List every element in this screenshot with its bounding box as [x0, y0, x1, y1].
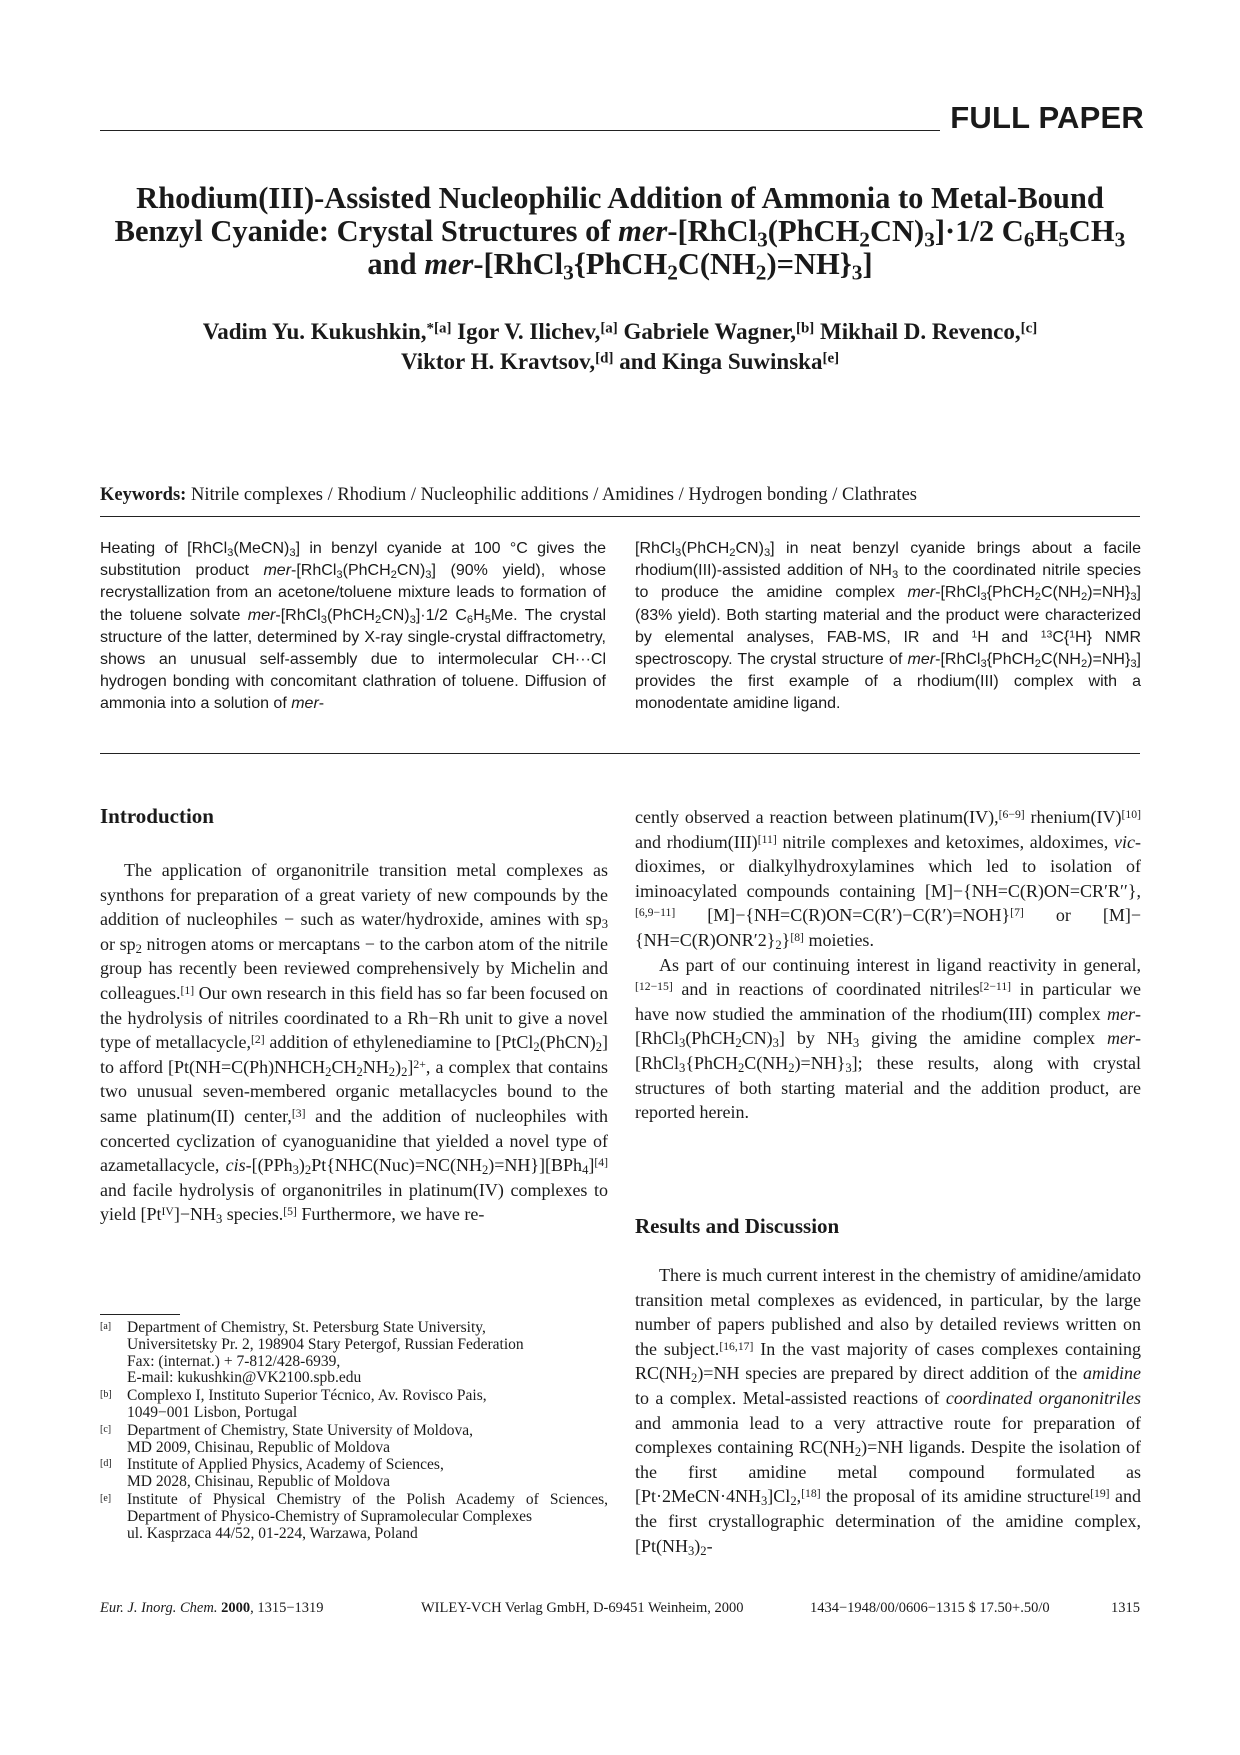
author-name: Mikhail D. Revenco, — [820, 319, 1021, 344]
footnote-mark: [a] — [100, 1321, 112, 1332]
author-affiliation-mark: [d] — [595, 350, 614, 367]
footnote-5 — [100, 1492, 608, 1542]
footnote-line: Department of Chemistry, St. Petersburg State University, — [127, 1319, 486, 1336]
footnote-3 — [100, 1423, 608, 1457]
author-list — [60, 317, 1180, 377]
footnote-rule — [100, 1314, 180, 1315]
introduction-left-column — [100, 858, 608, 1227]
author-name: Viktor H. Kravtsov, — [400, 349, 596, 374]
results-paragraph-1: There is much current interest in the chemistry of amidine/amidato transition metal complexes as evidenced, in particular, by the large number of papers published and also by detailed reviews written on the subject.[16,17] In the vast majority of cases complexes containing $RC(NH_2)=NH$ species are prepared by direct addition of the amidine to a complex. Metal-assisted reactions of coordinated organonitriles and ammonia lead to a very attractive route for preparation of complexes containing $RC(NH_2)=NH$ ligands. Despite the isolation of the first amidine metal compound formulated as $[Pt\cdot 2MeCN\cdot 4NH_3]Cl_2,[18]$ the proposal of its amidine structure[19] and the first crystallographic determination of the amidine complex, [$Pt(NH_3)_2-$ — [635, 1265, 1141, 1558]
author-affiliation-mark: [a] — [600, 320, 618, 337]
footer-code: 1434−1948/00/0606−1315 $ 17.50+.50/0 — [810, 1600, 1050, 1616]
footnote-text — [127, 1320, 608, 1387]
page-footer — [100, 1600, 1140, 1624]
footer-journal-name: Eur. J. Inorg. Chem. — [100, 1600, 218, 1616]
title-line-1: Rhodium(III)-Assisted Nucleophilic Addition of Ammonia to Metal-Bound — [136, 181, 1104, 215]
footnote-line: Complexo I, Instituto Superior Técnico, Av. Rovisco Pais, — [127, 1387, 487, 1405]
abstract-rule — [100, 753, 1140, 754]
title-line-2: Benzyl Cyanide: Crystal Structures of mer-$[RhCl_3(PhCH_2CN)_3]\cdot 1/2$ $C_6H_5CH_3$ — [114, 214, 1126, 252]
section-label: FULL PAPER — [950, 100, 1144, 135]
footnote-line: Fax: (internat.) + 7-812/428-6939, — [127, 1352, 341, 1370]
introduction-heading: Introduction — [100, 804, 214, 828]
abstract-right-column: $[RhCl_3(PhCH_2CN)_3]$ in neat benzyl cyanide brings about a facile rhodium(III)-assisted addition of $NH_3$ to the coordinated nitrile species to produce the amidine complex mer-$[RhCl_3\{PhCH_2C(NH_2)=NH\}_3]$ (83% yield). Both starting material and the product were characterized by elemental analyses, FAB-MS, IR and $^1$H and $^{13}$C{$^1$H} NMR spectroscopy. The crystal structure of mer-$[RhCl_3\{PhCH_2C(NH_2)=NH\}_3]$ provides the first example of a rhodium(III) complex with a monodentate amidine ligand. — [635, 540, 1142, 713]
footnote-text — [127, 1492, 608, 1542]
author-affiliation-mark: [b] — [796, 320, 815, 337]
footnote-line: Institute of Physical Chemistry of the Polish Academy of Sciences, Department of Physico-Chemistry of Supramolecular Complexes — [127, 1490, 608, 1525]
introduction-right-column — [635, 805, 1141, 1125]
results-column — [635, 1263, 1141, 1558]
results-heading: Results and Discussion — [635, 1214, 840, 1238]
footnote-4 — [100, 1457, 608, 1491]
title-line-3: and mer-$[RhCl_3\{PhCH_2C(NH_2)=NH\}_3]$ — [367, 247, 873, 285]
author-name: Igor V. Ilichev, — [457, 319, 601, 344]
footer-citation — [100, 1600, 324, 1617]
footnote-text — [127, 1388, 608, 1422]
author-name: and Kinga Suwinska — [619, 349, 823, 374]
footnote-mark: [b] — [100, 1389, 112, 1401]
footnote-mark: [e] — [100, 1492, 112, 1504]
footnote-line: Institute of Applied Physics, Academy of Sciences, — [127, 1456, 444, 1474]
footnote-1 — [100, 1320, 608, 1387]
footnote-text — [127, 1423, 608, 1457]
footnote-line: MD 2028, Chisinau, Republic of Moldova — [127, 1473, 391, 1491]
introduction-continuation: cently observed a reaction between platinum(IV),[6−9] rhenium(IV)[10] and rhodium(III)[11] nitrile complexes and ketoximes, aldoximes, vic-dioximes, or dialkylhydroxylamines which led to isolation of iminoacylated compounds containing [M]−{NH=C(R)ON=CR′R′′},[6,9−11] [M]−{NH=C(R)ON=C(R′)−C(R′)=NOH}[7] or $[M]-\{NH=C(R)ONR'2\}_2\}[8]$ moieties. — [635, 807, 1142, 953]
footnote-line: 1049−001 Lisbon, Portugal — [127, 1403, 298, 1421]
author-line-1 — [60, 317, 1180, 347]
author-affiliation-mark: [c] — [1020, 320, 1038, 337]
author-affiliation-mark: *[a] — [426, 320, 452, 337]
footnote-line: Department of Chemistry, State University of Moldova, — [127, 1421, 473, 1439]
author-affiliation-mark: [e] — [822, 350, 840, 367]
footnote-line: E-mail: kukushkin@VK2100.spb.edu — [127, 1369, 362, 1387]
footnote-line: MD 2009, Chisinau, Republic of Moldova — [127, 1438, 391, 1456]
footer-year: 2000 — [221, 1600, 251, 1616]
keywords — [100, 485, 1140, 506]
author-line-2 — [60, 347, 1180, 377]
affiliation-footnotes — [100, 1320, 608, 1543]
header-rule — [100, 130, 940, 131]
keywords-label: Keywords: — [100, 485, 187, 505]
author-name: Vadim Yu. Kukushkin, — [202, 319, 427, 344]
footnote-line: ul. Kasprzaca 44/52, 01-224, Warzawa, Poland — [127, 1524, 418, 1542]
introduction-paragraph-1: The application of organonitrile transition metal complexes as synthons for preparation of a great variety of new compounds by the addition of nucleophiles − such as water/hydroxide, amines with $sp_3$ or $sp_2$ nitrogen atoms or mercaptans − to the carbon atom of the nitrile group has recently been reviewed comprehensively by Michelin and colleagues.[1] Our own research in this field has so far been focused on the hydrolysis of nitriles coordinated to a Rh−Rh unit to give a novel type of metallacycle,[2] addition of ethylenediamine to $[PtCl_2(PhCN)_2]$ to afford $[Pt(NH=C(Ph)NHCH_2CH_2NH_2)_2]^{2+}$, a complex that contains two unusual seven-membered organic metallacycles bound to the same platinum(II) center,[3] and the addition of nucleophiles with concerted cyclization of cyanoguanidine that yielded a novel type of azametallacycle, cis-$[(PPh_3)_2Pt\{NHC(Nuc)=NC(NH_2)=NH\}][BPh_4][4]$ and facile hydrolysis of organonitriles in platinum(IV) complexes to yield $[Pt^{IV}]-NH_3$ species.[5] Furthermore, we have re- — [100, 860, 608, 1227]
footer-publisher: WILEY-VCH Verlag GmbH, D-69451 Weinheim, 2000 — [421, 1600, 744, 1616]
footnote-mark: [c] — [100, 1423, 112, 1435]
footer-pages: , 1315−1319 — [250, 1600, 324, 1616]
paper-title — [60, 181, 1180, 285]
keywords-rule — [100, 516, 1140, 517]
keywords-list: Nitrile complexes / Rhodium / Nucleophilic additions / Amidines / Hydrogen bonding / Clathrates — [190, 485, 917, 505]
author-name: Gabriele Wagner, — [623, 319, 796, 344]
introduction-paragraph-2: As part of our continuing interest in ligand reactivity in general,[12−15] and in reactions of coordinated nitriles[2−11] in particular we have now studied the ammination of the rhodium(III) complex mer-$[RhCl_3(PhCH_2CN)_3]$ by $NH_3$ giving the amidine complex mer-$[RhCl_3\{PhCH_2C(NH_2)=NH\}_3]$; these results, along with crystal structures of both starting material and the addition product, are reported herein. — [635, 954, 1141, 1123]
footnote-mark: [d] — [100, 1458, 112, 1470]
page-number: 1315 — [1111, 1600, 1140, 1616]
footnote-2 — [100, 1388, 608, 1422]
abstract-left-column: Heating of $[RhCl_3(MeCN)_3]$ in benzyl cyanide at 100 °C gives the substitution product mer-$[RhCl_3(PhCH_2CN)_3]$ (90% yield), whose recrystallization from an acetone/toluene mixture leads to formation of the toluene solvate mer-$[RhCl_3(PhCH_2CN)_3]\cdot 1/2$ $C_6H_5Me$. The crystal structure of the latter, determined by X-ray single-crystal diffractometry, shows an unusual self-assembly due to intermolecular CH···Cl hydrogen bonding with concomitant clathration of toluene. Diffusion of ammonia into a solution of mer- — [100, 540, 607, 713]
footnote-line: Universitetsky Pr. 2, 198904 Stary Petergof, Russian Federation — [127, 1335, 524, 1353]
footnote-text — [127, 1457, 608, 1491]
